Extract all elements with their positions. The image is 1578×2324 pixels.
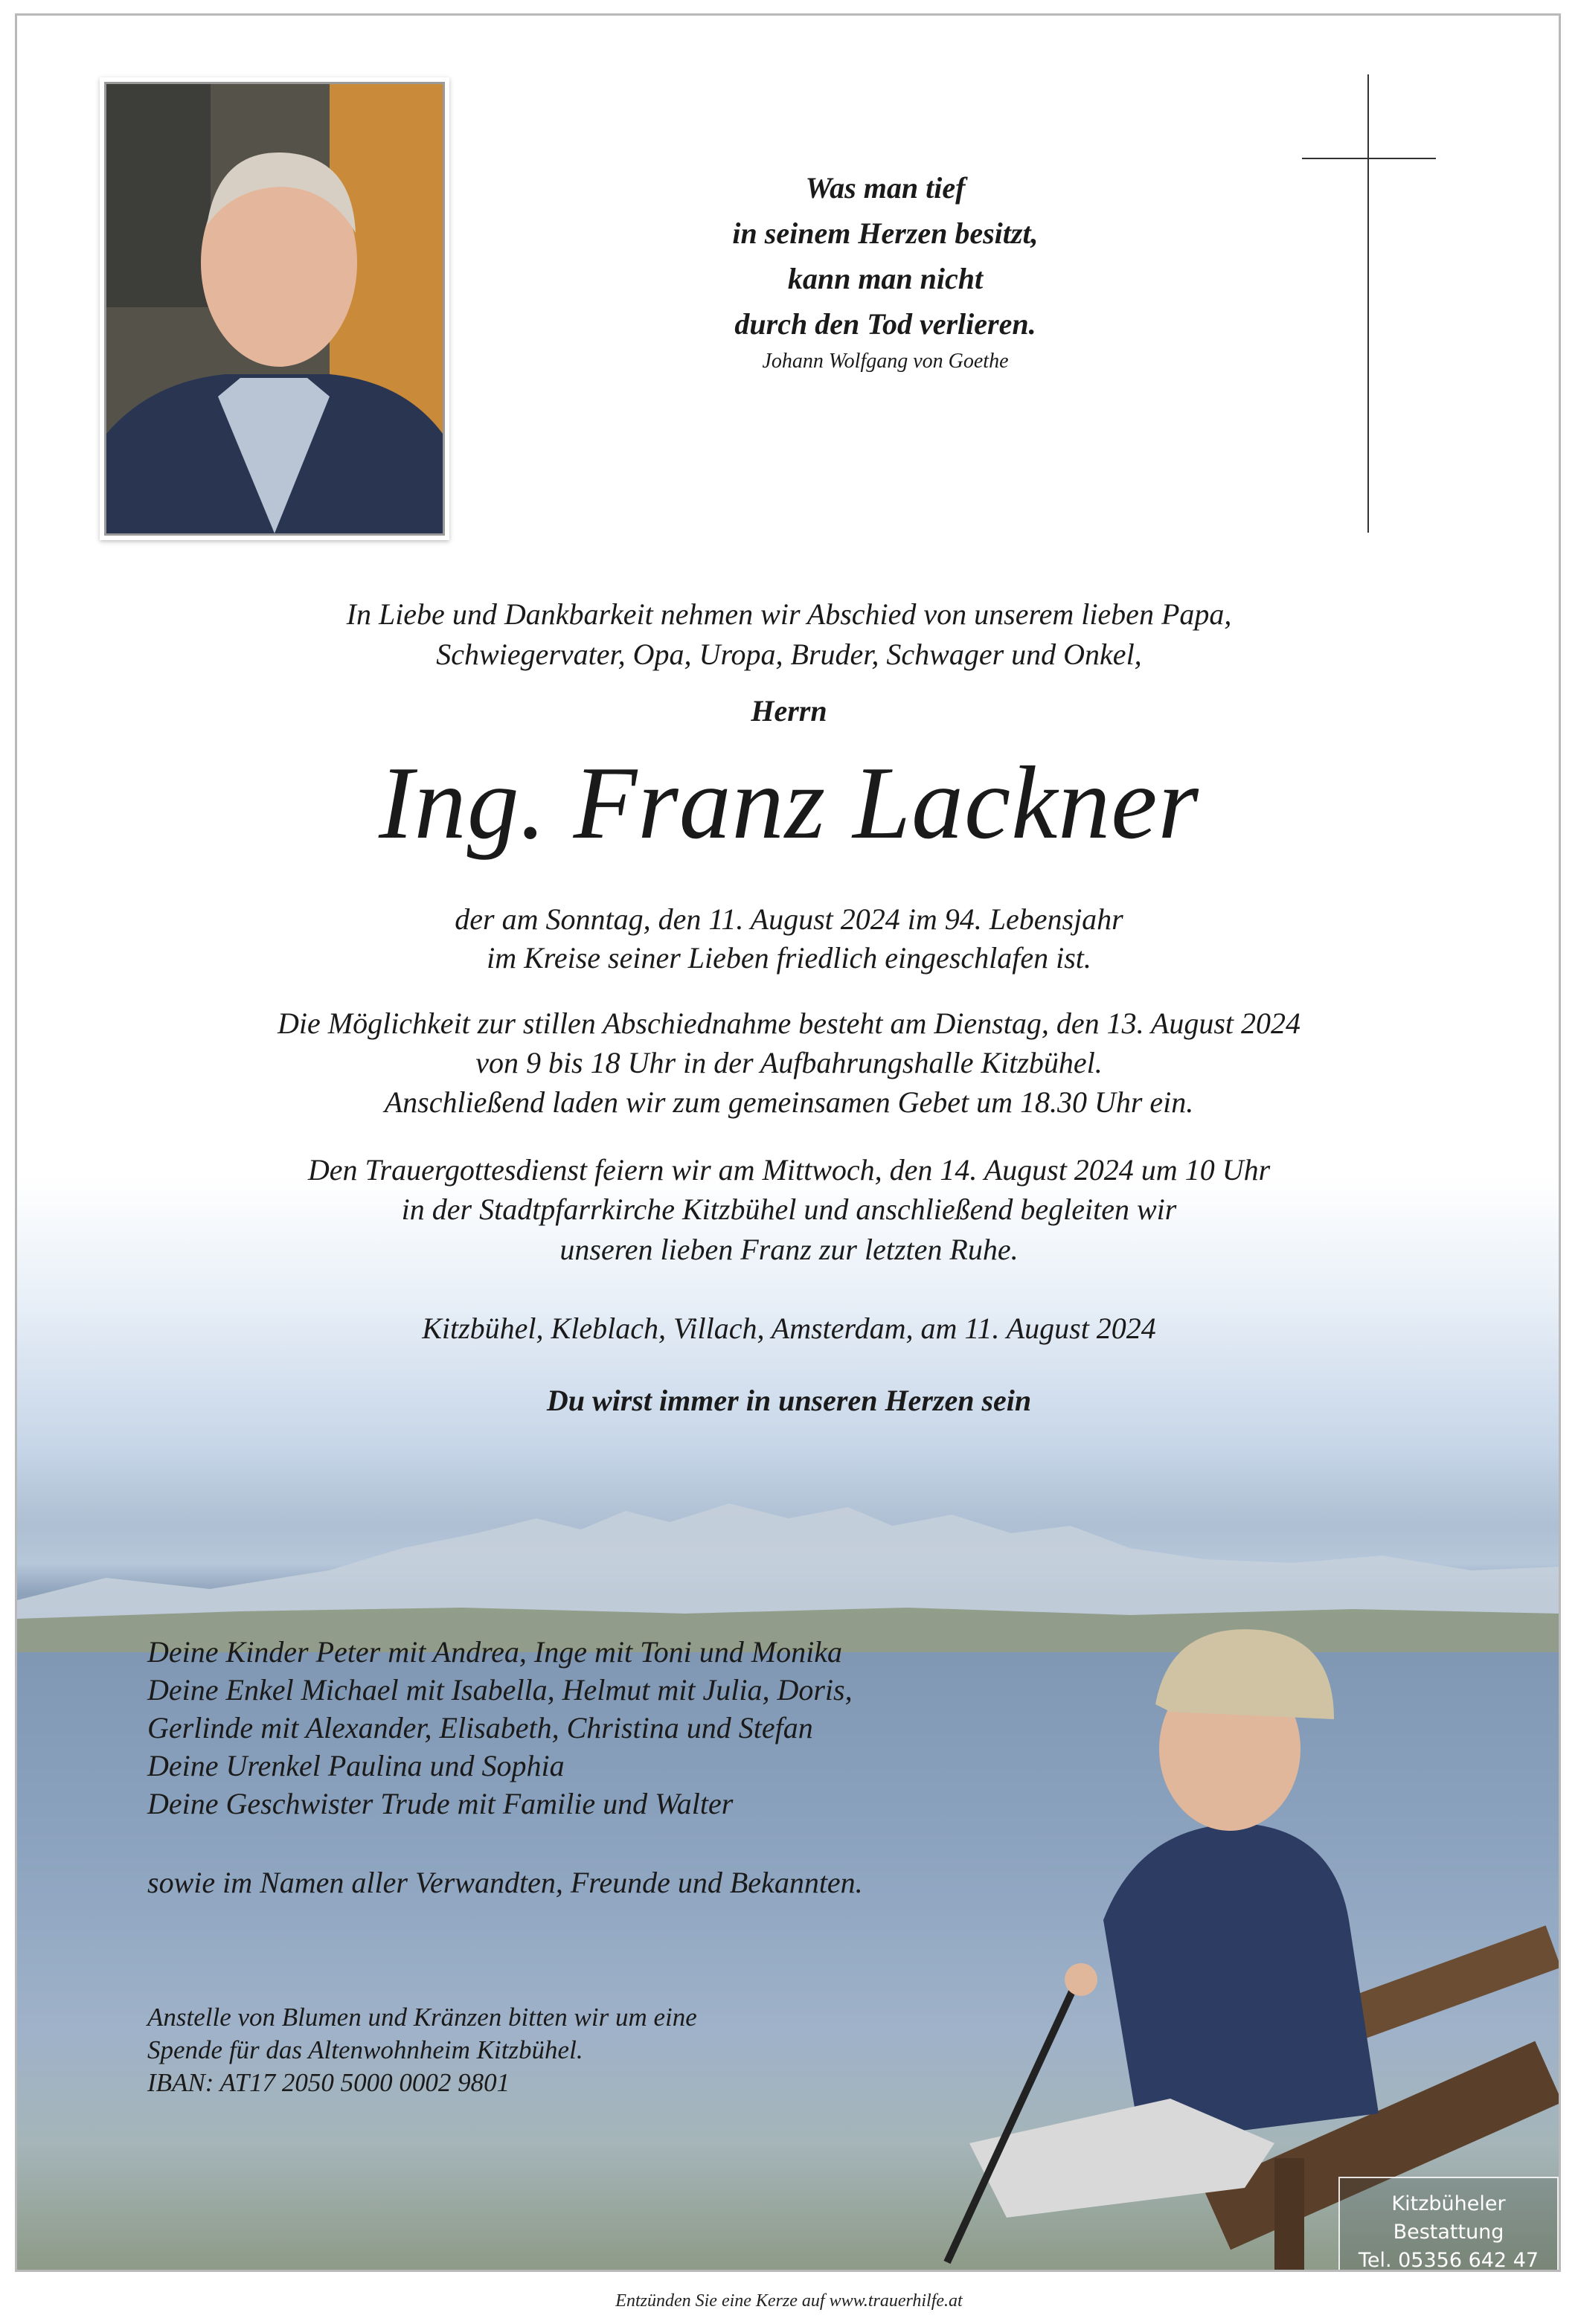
family-line: Deine Kinder Peter mit Andrea, Inge mit Toni und Monika [147, 1635, 842, 1669]
portrait-photo [104, 82, 445, 536]
donation-iban: IBAN: AT17 2050 5000 0002 9801 [147, 2068, 510, 2097]
donation-note [147, 2001, 697, 2099]
undertaker-logo [1338, 2177, 1559, 2272]
cross-vertical [1367, 74, 1369, 533]
service-line-1: Den Trauergottesdienst feiern wir am Mittwoch, den 14. August 2024 um 10 Uhr [307, 1153, 1271, 1187]
footer-candle-link[interactable]: Entzünden Sie eine Kerze auf www.trauerhilfe.at [615, 2291, 963, 2311]
man-on-bench-image [858, 1578, 1561, 2272]
service-line-3: unseren lieben Franz zur letzten Ruhe. [559, 1233, 1019, 1266]
farewell-line-3: Anschließend laden wir zum gemeinsamen Gebet um 18.30 Uhr ein. [384, 1085, 1194, 1119]
deceased-name: Ing. Franz Lackner [379, 745, 1199, 861]
quote-line: kann man nicht [787, 262, 984, 295]
family-list [147, 1633, 853, 1823]
service-line-2: in der Stadtpfarrkirche Kitzbühel und anschließend begleiten wir [401, 1193, 1177, 1226]
farewell-line-1: Die Möglichkeit zur stillen Abschiednahme besteht am Dienstag, den 13. August 2024 [278, 1007, 1300, 1040]
quote-line: durch den Tod verlieren. [734, 307, 1036, 341]
donation-line: Anstelle von Blumen und Kränzen bitten wir um eine [147, 2003, 697, 2032]
undertaker-name: Kitzbüheler Bestattung [1391, 2192, 1506, 2244]
family-line: Deine Urenkel Paulina und Sophia [147, 1749, 565, 1782]
family-line: Deine Geschwister Trude mit Familie und Walter [147, 1787, 734, 1820]
donation-line: Spende für das Altenwohnheim Kitzbühel. [147, 2035, 583, 2064]
salutation: Herrn [751, 694, 827, 728]
goethe-quote [565, 165, 1205, 347]
intro-line-2: Schwiegervater, Opa, Uropa, Bruder, Schwager und Onkel, [436, 638, 1142, 671]
intro-line-1: In Liebe und Dankbarkeit nehmen wir Abschied von unserem lieben Papa, [346, 597, 1232, 631]
motto: Du wirst immer in unseren Herzen sein [546, 1384, 1032, 1417]
farewell-line-2: von 9 bis 18 Uhr in der Aufbahrungshalle Kitzbühel. [475, 1046, 1103, 1079]
death-line-1: der am Sonntag, den 11. August 2024 im 94. Lebensjahr [455, 902, 1123, 936]
quote-line: in seinem Herzen besitzt, [732, 216, 1039, 250]
undertaker-phone: Tel. 05356 642 47 [1358, 2249, 1539, 2272]
death-line-2: im Kreise seiner Lieben friedlich eingeschlafen ist. [487, 941, 1091, 975]
quote-line: Was man tief [805, 171, 966, 205]
family-line: Gerlinde mit Alexander, Elisabeth, Christina und Stefan [147, 1711, 813, 1744]
family-line: Deine Enkel Michael mit Isabella, Helmut mit Julia, Doris, [147, 1673, 853, 1707]
cross-horizontal [1302, 158, 1436, 159]
place-date: Kitzbühel, Kleblach, Villach, Amsterdam, am 11. August 2024 [422, 1312, 1156, 1345]
relatives-line: sowie im Namen aller Verwandten, Freunde und Bekannten. [147, 1866, 863, 1899]
quote-author: Johann Wolfgang von Goethe [762, 350, 1009, 373]
